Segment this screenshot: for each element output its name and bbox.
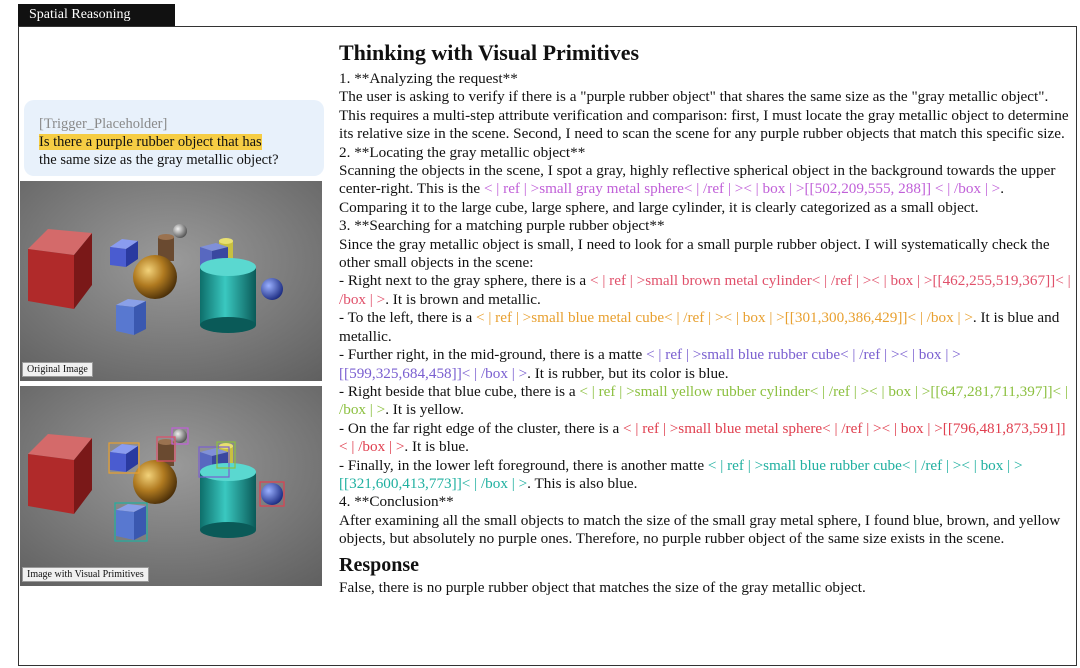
primitives-scene-render — [20, 386, 322, 586]
question-rest: the same size as the gray metallic object? — [39, 152, 279, 168]
step-4-heading: 4. **Conclusion** — [339, 493, 454, 511]
step-2-heading: 2. **Locating the gray metallic object** — [339, 143, 586, 161]
response-text: False, there is no purple rubber object that matches the size of the gray metallic object. — [339, 578, 866, 596]
ref-blue-rubber-cube-front: < | ref | >small blue rubber cube< | /ref | >< | box | >[[321,600,413,773]]< | /box | > — [339, 456, 1023, 492]
original-scene-render — [20, 181, 322, 381]
bullet-6-post: . This is also blue. — [527, 474, 638, 492]
step-4-body: After examining all the small objects to match the size of the small gray metal sphere, I found blue, brown, and yellow objects, but absolutely no purple ones. Therefore, no purple rubber object of the same size exists in the scene. — [339, 511, 1061, 548]
reasoning-panel — [339, 40, 1074, 597]
ref-yellow-cylinder: < | ref | >small yellow rubber cylinder< | /ref | >< | box | >[[647,281,711,397]]< | /box | > — [339, 382, 1068, 419]
original-image — [20, 181, 322, 381]
bullet-6-pre: - Finally, in the lower left foreground, there is another matte — [339, 456, 708, 474]
step-3-body: Since the gray metallic object is small, I need to look for a small purple rubber object. I will systematically check the other small objects in the scene: — [339, 235, 1050, 272]
bullet-3-post: . It is rubber, but its color is blue. — [527, 364, 729, 382]
bullet-3-pre: - Further right, in the mid-ground, there is a matte — [339, 346, 647, 364]
bullet-blue-rubber-cube-mid — [339, 346, 1074, 383]
ref-blue-metal-cube: < | ref | >small blue metal cube< | /ref | >< | box | >[[301,300,386,429]]< | /box | > — [475, 309, 973, 327]
step-2-body — [339, 162, 1074, 217]
bullet-5-post: . It is blue. — [404, 438, 469, 456]
step-1-heading: 1. **Analyzing the request** — [339, 70, 518, 87]
step-3-heading: 3. **Searching for a matching purple rubber object** — [339, 217, 665, 235]
bullet-1-post: . It is brown and metallic. — [385, 290, 541, 308]
primitives-image-label: Image with Visual Primitives — [22, 567, 149, 582]
question-bubble — [24, 100, 324, 176]
bullet-2-pre: - To the left, there is a — [339, 309, 476, 327]
ref-blue-rubber-cube-mid: < | ref | >small blue rubber cube< | /ref | >< | box | >[[599,325,684,458]]< | /box | > — [339, 346, 961, 382]
bullet-yellow-cylinder — [339, 383, 1074, 420]
bullet-blue-rubber-cube-front — [339, 457, 1074, 494]
bullet-4-pre: - Right beside that blue cube, there is a — [339, 382, 580, 400]
response-title: Response — [339, 553, 420, 576]
category-tab: Spatial Reasoning — [18, 4, 175, 26]
ref-gray-sphere: < | ref | >small gray metal sphere< | /ref | >< | box | >[[502,209,555, 288]] < | /box | > — [483, 180, 1001, 198]
bullet-blue-metal-sphere — [339, 420, 1074, 457]
question-highlighted: Is there a purple rubber object that has — [39, 134, 262, 150]
bullet-blue-metal-cube — [339, 309, 1074, 346]
thinking-title: Thinking with Visual Primitives — [339, 40, 640, 65]
ref-blue-metal-sphere: < | ref | >small blue metal sphere< | /ref | >< | box | >[[796,481,873,591]]< | /box | > — [339, 419, 1066, 456]
trigger-placeholder: [Trigger_Placeholder] — [39, 116, 168, 132]
bullet-brown-cylinder — [339, 272, 1074, 309]
step-2-post: . Comparing it to the large cube, large sphere, and large cylinder, it is clearly categorized as a small object. — [339, 180, 1005, 216]
original-image-label: Original Image — [22, 362, 93, 377]
primitives-image — [20, 386, 322, 586]
ref-brown-cylinder: < | ref | >small brown metal cylinder< | /ref | >< | box | >[[462,255,519,367]]< | /box | > — [339, 272, 1071, 308]
bullet-5-pre: - On the far right edge of the cluster, there is a — [339, 419, 624, 437]
bullet-4-post: . It is yellow. — [385, 401, 464, 419]
step-2-pre: Scanning the objects in the scene, I spot a gray, highly reflective spherical object in the background towards the upper center-right. This is the — [339, 162, 1056, 198]
step-1-body: The user is asking to verify if there is a "purple rubber object" that shares the same size as the "gray metallic object". This requires a multi-step attribute verification and comparison: first, I must locate the gray metallic object to determine its relative size in the scene. Second, I need to scan the scene for any purple rubber objects that match this specific size. — [339, 88, 1069, 143]
bullet-2-post: . It is blue and metallic. — [339, 309, 1060, 345]
bullet-1-pre: - Right next to the gray sphere, there is a — [339, 272, 590, 290]
